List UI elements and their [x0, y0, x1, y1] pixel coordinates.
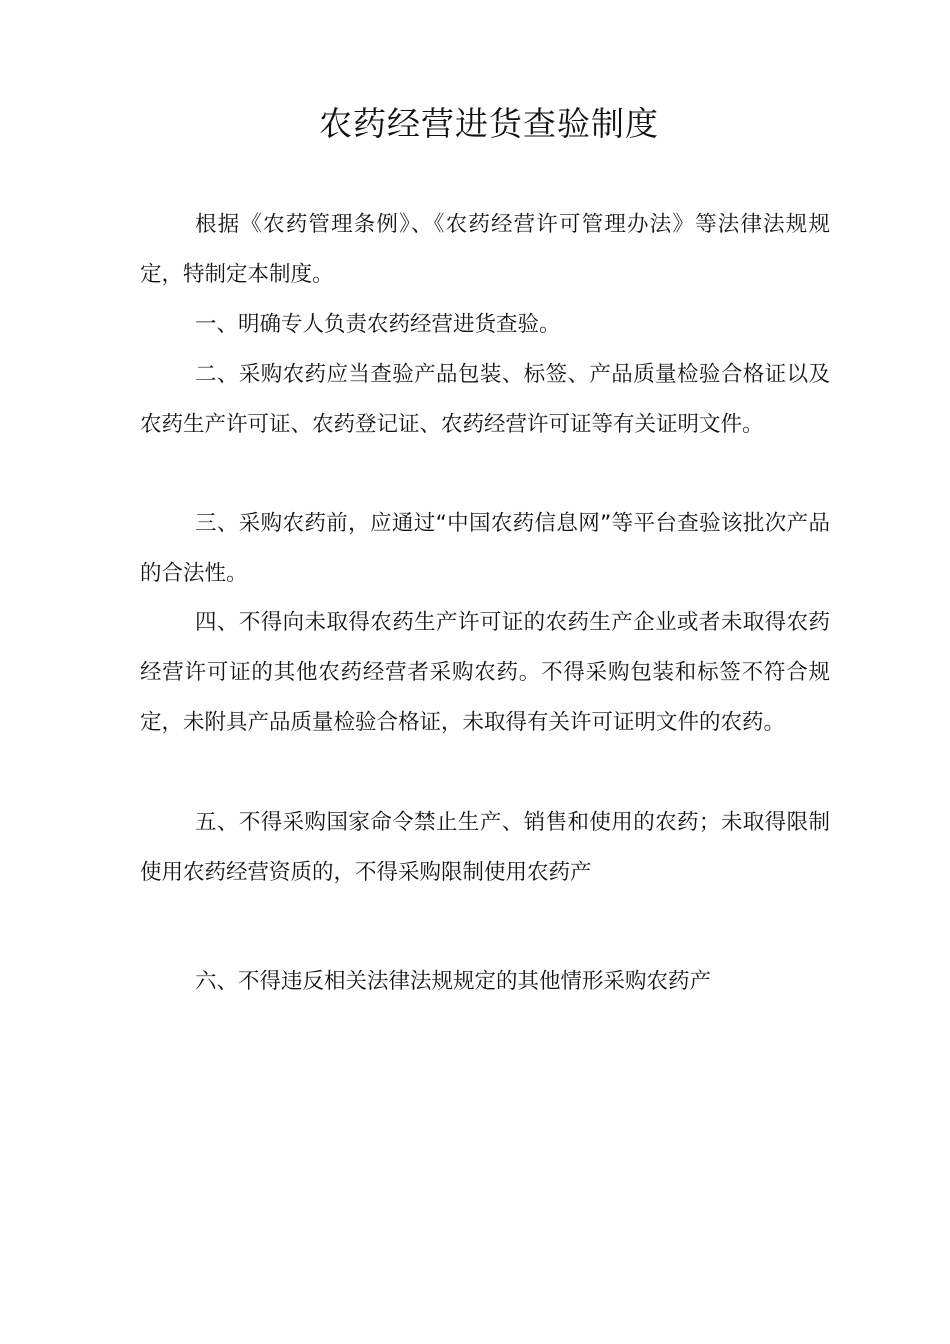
- rule-paragraph-5: 五、不得采购国家命令禁止生产、销售和使用的农药；未取得限制使用农药经营资质的，不得采购限制使用农药产: [140, 810, 830, 885]
- document-title: 农药经营进货查验制度: [319, 104, 659, 143]
- rule-paragraph-6: 六、不得违反相关法律法规规定的其他情形采购农药产: [195, 969, 712, 994]
- rule-paragraph-4: 四、不得向未取得农药生产许可证的农药生产企业或者未取得农药经营许可证的其他农药经营者采购农药。不得采购包装和标签不符合规定，未附具产品质量检验合格证，未取得有关许可证明文件的农药。: [140, 610, 830, 735]
- rule-paragraph-2: 二、采购农药应当查验产品包装、标签、产品质量检验合格证以及农药生产许可证、农药登记证、农药经营许可证等有关证明文件。: [140, 362, 830, 437]
- rule-paragraph-3: 三、采购农药前，应通过“中国农药信息网”等平台查验该批次产品的合法性。: [140, 511, 830, 586]
- intro-paragraph: 根据《农药管理条例》、《农药经营许可管理办法》等法律法规规定，特制定本制度。: [140, 212, 830, 287]
- rule-paragraph-1: 一、明确专人负责农药经营进货查验。: [195, 312, 561, 337]
